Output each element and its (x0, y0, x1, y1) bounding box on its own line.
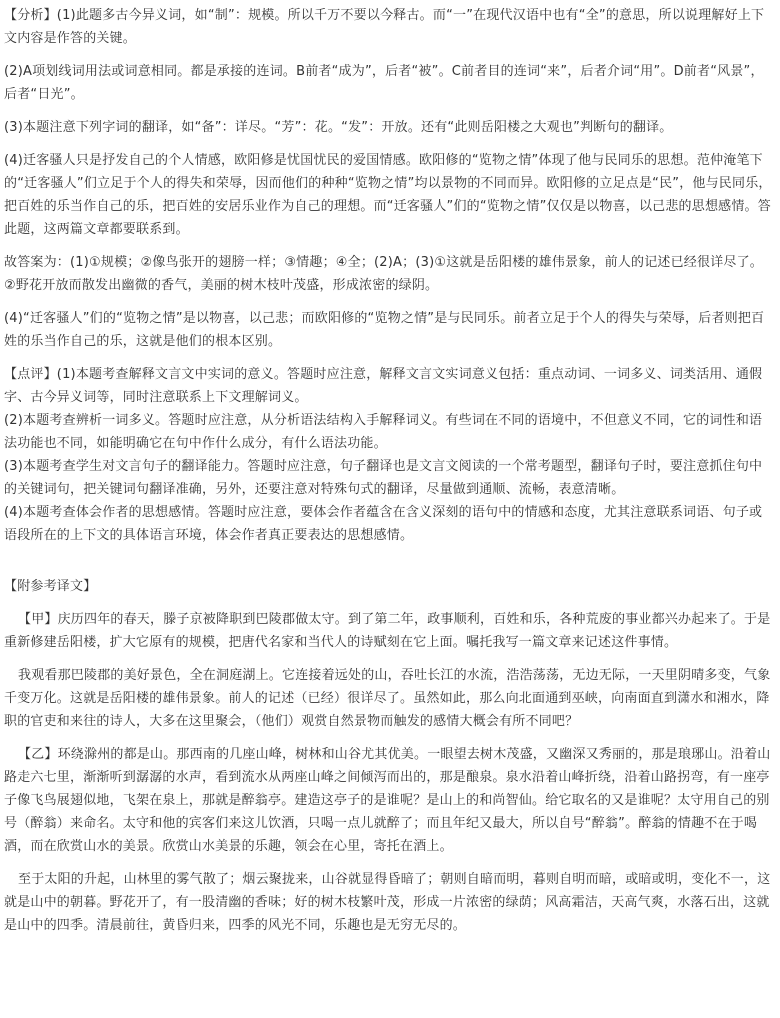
translation-section (4, 575, 774, 937)
comment-paragraph-1: 【点评】(1)本题考查解释文言文中实词的意义。答题时应注意，解释文言文实词意义包括：重点动词、一词多义、词类活用、通假字、古今异义词等，同时注意联系上下文理解词义。 (4, 367, 763, 405)
translation-yi-paragraph-1: 【乙】环绕滁州的都是山。那西南的几座山峰，树林和山谷尤其优美。一眼望去树木茂盛，又幽深又秀丽的，那是琅琊山。沿着山路走六七里，渐渐听到潺潺的水声，看到流水从两座山峰之间倾泻而出的，那是酿泉。泉水沿着山峰折绕，沿着山路拐弯，有一座亭子像飞鸟展翅似地，飞架在泉上，那就是醉翁亭。建造这亭子的是谁呢？是山上的和尚智仙。给它取名的又是谁呢？太守用自己的别号（醉翁）来命名。太守和他的宾客们来这儿饮酒，只喝一点儿就醉了；而且年纪又最大，所以自号“醉翁”。醉翁的情趣不在于喝酒，而在欣赏山水的美景。欣赏山水美景的乐趣，领会在心里，寄托在酒上。 (4, 747, 771, 854)
comment-paragraph-4: (4)本题考查体会作者的思想感情。答题时应注意，要体会作者蕴含在含义深刻的语句中的情感和态度，尤其注意联系词语、句子或语段所在的上下文的具体语言环境，体会作者真正要表达的思想感情。 (4, 505, 763, 543)
translation-heading: 【附参考译文】 (4, 579, 97, 594)
comment-paragraph-3: (3)本题考查学生对文言句子的翻译能力。答题时应注意，句子翻译也是文言文阅读的一个常考题型，翻译句子时，要注意抓住句中的关键词句，把关键词句翻译准确，另外，还要注意对特殊句式的翻译，尽量做到通顺、流畅，表意清晰。 (4, 459, 763, 497)
analysis-paragraph-2: (2)A项划线词用法或词意相同。都是承接的连词。B前者“成为”，后者“被”。C前者目的连词“来”，后者介词“用”。D前者“风景”，后者“日光”。 (4, 64, 764, 102)
answer-paragraph-2: (4)“迁客骚人”们的“览物之情”是以物喜，以己悲；而欧阳修的“览物之情”是与民同乐。前者立足于个人的得失与荣辱，后者则把百姓的乐当作自己的乐，这就是他们的根本区别。 (4, 311, 765, 349)
translation-yi-paragraph-2: 至于太阳的升起，山林里的雾气散了；烟云聚拢来，山谷就显得昏暗了；朝则自暗而明，暮则自明而暗，或暗或明，变化不一，这就是山中的朝暮。野花开了，有一股清幽的香味；好的树木枝繁叶茂，形成一片浓密的绿荫；风高霜洁，天高气爽，水落石出，这就是山中的四季。清晨前往，黄昏归来，四季的风光不同，乐趣也是无穷无尽的。 (4, 872, 771, 933)
comment-paragraph-2: (2)本题考查辨析一词多义。答题时应注意，从分析语法结构入手解释词义。有些词在不同的语境中，不但意义不同，它的词性和语法功能也不同，如能明确它在句中作什么成分，有什么语法功能。 (4, 413, 763, 451)
answer-paragraph-1: 故答案为：(1)①规模；②像鸟张开的翅膀一样；③情趣；④全；(2)A；(3)①这就是岳阳楼的雄伟景象，前人的记述已经很详尽了。②野花开放而散发出幽微的香气，美丽的树木枝叶茂盛，形成浓密的绿阴。 (4, 255, 764, 293)
analysis-paragraph-3: (3)本题注意下列字词的翻译，如“备”：详尽。“芳”：花。“发”：开放。还有“此则岳阳楼之大观也”判断句的翻译。 (4, 120, 673, 135)
analysis-section (4, 4, 774, 241)
translation-jia-paragraph-2: 我观看那巴陵郡的美好景色，全在洞庭湖上。它连接着远处的山，吞吐长江的水流，浩浩荡荡，无边无际，一天里阴晴多变，气象千变万化。这就是岳阳楼的雄伟景象。前人的记述（已经）很详尽了。虽然如此，那么向北面通到巫峡，向南面直到潇水和湘水，降职的官吏和来往的诗人，大多在这里聚会，（他们）观赏自然景物而触发的感情大概会有所不同吧？ (4, 668, 771, 729)
analysis-paragraph-4: (4)迁客骚人只是抒发自己的个人情感，欧阳修是忧国忧民的爱国情感。欧阳修的“览物之情”体现了他与民同乐的思想。范仲淹笔下的“迁客骚人”们立足于个人的得失和荣辱，因而他们的种种“览物之情”均以景物的不同而异。欧阳修的立足点是“民”，他与民同乐，把百姓的乐当作自己的乐，把百姓的安居乐业作为自己的理想。而“迁客骚人”们的“览物之情”仅仅是以物喜，以己悲的思想感情。答此题，这两篇文章都要联系到。 (4, 153, 772, 237)
comment-section (4, 363, 774, 547)
answer-section (4, 251, 774, 353)
analysis-paragraph-1: 【分析】(1)此题多古今异义词，如“制”：规模。所以千万不要以今释古。而“一”在现代汉语中也有“全”的意思，所以说理解好上下文内容是作答的关键。 (4, 8, 765, 46)
translation-jia-paragraph-1: 【甲】庆历四年的春天，滕子京被降职到巴陵郡做太守。到了第二年，政事顺利，百姓和乐，各种荒废的事业都兴办起来了。于是重新修建岳阳楼，扩大它原有的规模，把唐代名家和当代人的诗赋刻在它上面。嘱托我写一篇文章来记述这件事情。 (4, 612, 771, 650)
